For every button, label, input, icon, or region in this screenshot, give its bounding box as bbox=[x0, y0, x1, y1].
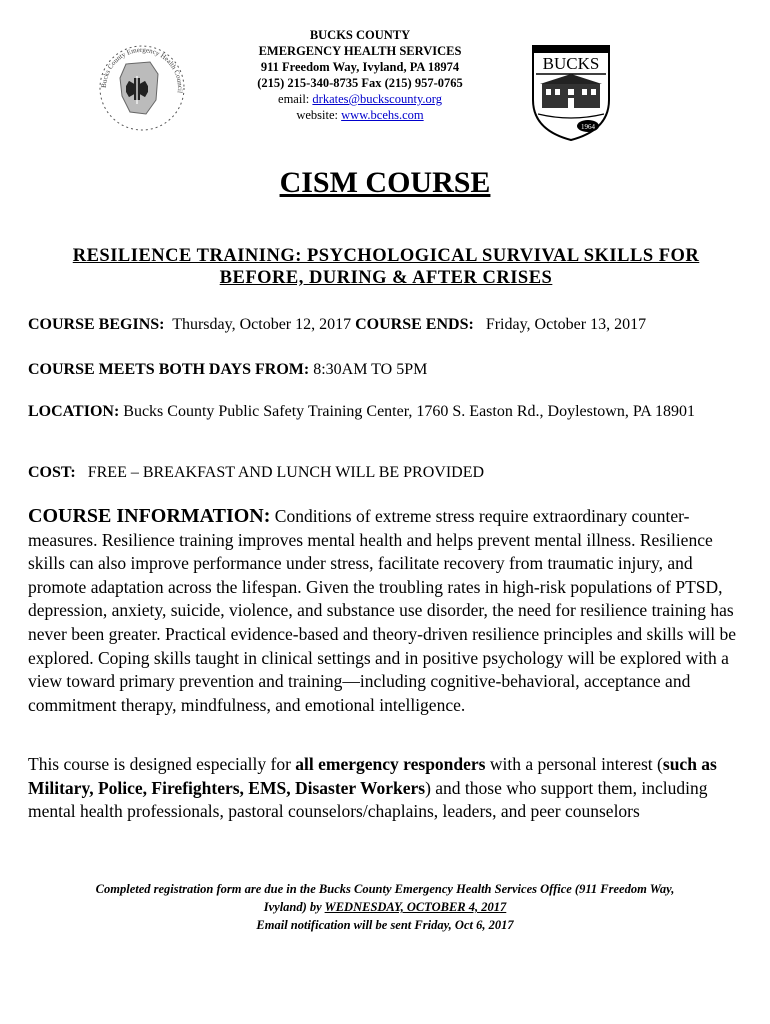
cost-row bbox=[28, 462, 744, 483]
org-address: 911 Freedom Way, Ivyland, PA 18974 bbox=[260, 60, 460, 74]
course-subtitle bbox=[28, 245, 744, 289]
shield-year: 1964 bbox=[581, 123, 595, 131]
meets-label: COURSE MEETS BOTH DAYS FROM: bbox=[28, 361, 310, 378]
location-label: LOCATION: bbox=[28, 403, 120, 420]
org-website-row bbox=[230, 107, 490, 123]
org-phone: (215) 215-340-8735 Fax (215) 957-0765 bbox=[257, 76, 463, 90]
footer-line2 bbox=[20, 898, 750, 916]
org-name-line1: BUCKS COUNTY bbox=[309, 28, 411, 42]
meets-value: 8:30AM TO 5PM bbox=[313, 361, 428, 378]
bucks-county-shield-logo bbox=[530, 42, 612, 142]
audience-text-1: This course is designed especially for bbox=[28, 754, 296, 774]
footer-line1: Completed registration form are due in the Bucks County Emergency Health Services Office (911 Freedom Way, bbox=[95, 882, 675, 896]
audience-paragraph bbox=[28, 753, 744, 824]
website-label: website: bbox=[296, 108, 342, 122]
registration-footer bbox=[20, 880, 750, 934]
subtitle-line2: BEFORE, DURING & AFTER CRISES bbox=[219, 268, 553, 288]
audience-emphasis-2: such as Military, Police, Firefighters, EMS, Disaster Workers bbox=[28, 754, 717, 798]
course-information-label: COURSE INFORMATION: bbox=[28, 505, 271, 527]
cost-label: COST: bbox=[28, 464, 76, 481]
email-link[interactable]: drkates@buckscounty.org bbox=[312, 92, 442, 106]
email-label: email: bbox=[278, 92, 313, 106]
seal-ring-text: Bucks County Emergency Health Council bbox=[99, 45, 185, 94]
org-email-row bbox=[230, 91, 490, 107]
audience-text-2: with a personal interest ( bbox=[485, 754, 663, 774]
letterhead bbox=[230, 27, 490, 123]
org-name-line2: EMERGENCY HEALTH SERVICES bbox=[258, 44, 462, 58]
ends-value: Friday, October 13, 2017 bbox=[485, 316, 647, 333]
footer-line2-text: Ivyland) by bbox=[263, 900, 325, 914]
cost-value: FREE – BREAKFAST AND LUNCH WILL BE PROVIDED bbox=[87, 464, 485, 481]
begins-value: Thursday, October 12, 2017 bbox=[172, 316, 352, 333]
subtitle-line1: RESILIENCE TRAINING: PSYCHOLOGICAL SURVIVAL SKILLS FOR bbox=[72, 246, 700, 266]
website-link[interactable]: www.bcehs.com bbox=[341, 108, 424, 122]
location-value: Bucks County Public Safety Training Center, 1760 S. Easton Rd., Doylestown, PA 18901 bbox=[123, 403, 695, 420]
shield-text: BUCKS bbox=[542, 54, 600, 73]
audience-text-3: ) and those who support them, including mental health professionals, pastoral counselors/chaplains, leaders, and peer counselors bbox=[28, 777, 708, 822]
course-information-text: Conditions of extreme stress require extraordinary counter-measures. Resilience training improves mental health and helps prevent mental illness. Resilience skills can also improve performance under stress, facilitate recovery from traumatic injury, and promote adaptation across the lifespan. Given the troubling rates in high-risk populations of PTSD, depression, anxiety, suicide, violence, and substance use disorder, the need for resilience training has never been greater. Practical evidence-based and theory-driven resilience principles and skills will be explored. Coping skills taught in clinical settings and in positive psychology will be explored with a view toward primary prevention and training—including cognitive-behavioral, acceptance and commitment therapy, mindfulness, and emotional intelligence. bbox=[28, 506, 736, 715]
course-meets-row bbox=[28, 359, 744, 380]
course-dates-row bbox=[28, 314, 744, 335]
audience-emphasis-1: all emergency responders bbox=[295, 754, 486, 774]
page-title: CISM COURSE bbox=[279, 166, 491, 199]
registration-deadline: WEDNESDAY, OCTOBER 4, 2017 bbox=[324, 900, 507, 914]
footer-line3: Email notification will be sent Friday, Oct 6, 2017 bbox=[256, 918, 514, 932]
ends-label: COURSE ENDS: bbox=[355, 316, 474, 333]
course-information-paragraph bbox=[28, 505, 744, 717]
location-row bbox=[28, 401, 744, 422]
begins-label: COURSE BEGINS: bbox=[28, 316, 165, 333]
emergency-health-council-seal-logo bbox=[98, 44, 186, 132]
